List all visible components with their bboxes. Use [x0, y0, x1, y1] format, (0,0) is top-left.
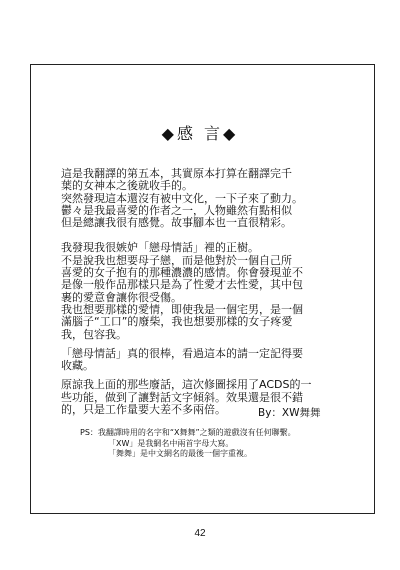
ps-note [80, 428, 296, 460]
text-line: 滿腦子“工口”的廢柴，我也想要那樣的女子疼愛 [61, 315, 293, 329]
paragraph-3 [61, 348, 361, 373]
afterword-body [61, 168, 361, 416]
text-line: 收藏。 [61, 359, 94, 373]
text-line: 是像一般作品那樣只是為了性愛才去性愛，其中包 [61, 278, 303, 292]
text-line: 葉的女神本之後就收手的。 [61, 179, 193, 193]
ps-line: 「XW」是我網名中兩首字母大寫。 [108, 438, 234, 448]
signature: By：XW舞舞 [258, 407, 321, 419]
text-line: 裹的愛意會讓你很受傷。 [61, 290, 182, 304]
text-line: 我，包容我。 [61, 327, 127, 341]
text-line: 些功能，做到了讓對話文字傾斜。效果還是很不錯 [61, 390, 303, 404]
text-line: 突然發現這本還沒有被中文化，一下子來了動力。 [61, 191, 303, 205]
text-line: 不是說我也想要母子戀，而是他對於一個自己所 [61, 253, 292, 267]
paragraph-2 [61, 242, 361, 340]
paragraph-1 [61, 168, 361, 229]
text-line: 我發現我很嫉妒「戀母情話」裡的正樹。 [61, 241, 259, 255]
text-line: 原諒我上面的那些廢話，這次修圖採用了ACDS的一 [61, 378, 312, 392]
page-number: 42 [194, 528, 206, 539]
ps-line: PS：我翻譯時用的名字和“X舞舞”之類的遊戲沒有任何聯繫。 [80, 428, 296, 437]
ps-line: 「舞舞」是中文網名的最後一個字重複。 [108, 449, 252, 458]
text-line: 「戀母情話」真的很棒，看過這本的請一定記得要 [61, 346, 303, 360]
text-line: 的，只是工作量要大差不多兩倍。 [61, 403, 226, 417]
text-line: 但是總讓我很有感覺。故事腳本也一直很精彩。 [61, 216, 292, 230]
page-title: ◆感 言◆ [161, 124, 239, 143]
text-line: 鬱々是我最喜愛的作者之一，人物雖然有點相似 [61, 203, 292, 217]
text-line: 喜愛的女子抱有的那種濃濃的感情。你會發現並不 [61, 266, 303, 280]
text-line: 這是我翻譯的第五本，其實原本打算在翻譯完千 [61, 167, 292, 180]
text-line: 我也想要那樣的愛情，即使我是一個宅男，是一個 [61, 302, 303, 316]
